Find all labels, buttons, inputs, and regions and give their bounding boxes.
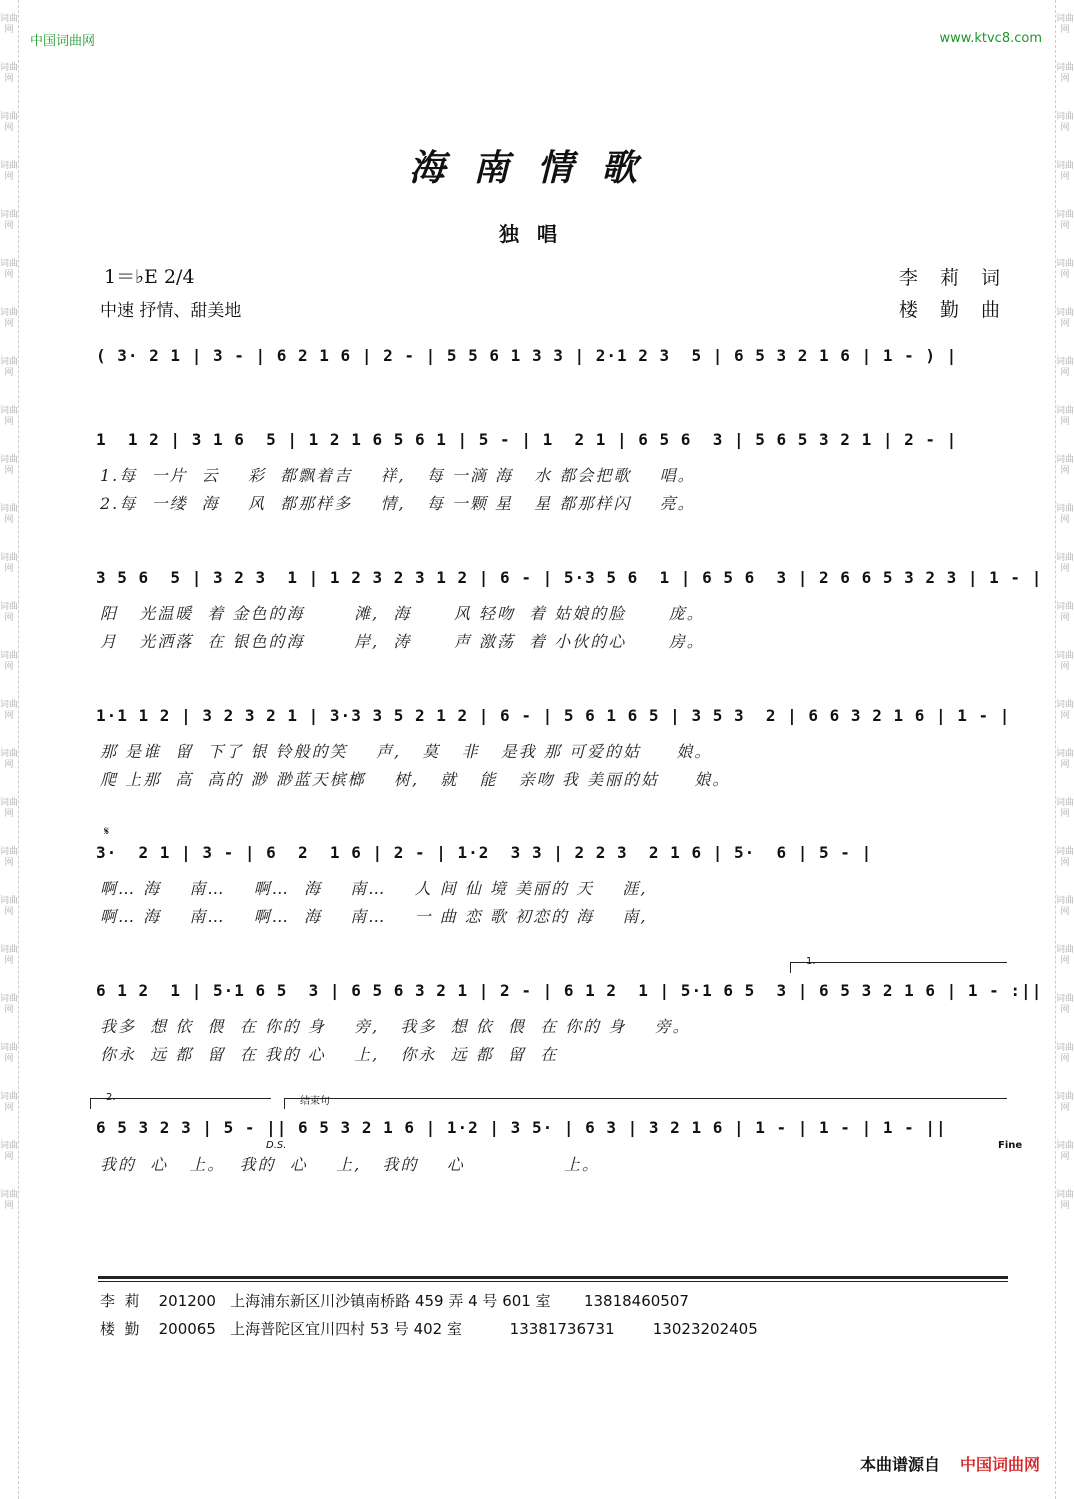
edge-watermark-text: 词曲网: [1056, 14, 1074, 35]
contact-composer: 楼 勤 200065 上海普陀区宜川四村 53 号 402 室 13381736731 13023202405: [100, 1320, 758, 1338]
edge-watermark-text: 词曲网: [1056, 1141, 1074, 1162]
edge-watermark-text: 词曲网: [0, 847, 19, 868]
coda-bracket: [284, 1098, 1007, 1109]
lyric-row-4a: 啊… 海 南… 啊… 海 南… 人 间 仙 境 美丽的 天 涯,: [100, 879, 648, 898]
fine-mark: Fine: [998, 1140, 1023, 1151]
edge-watermark-text: 词曲网: [1056, 896, 1074, 917]
edge-watermark-text: 词曲网: [1056, 945, 1074, 966]
lyric-row-1a: 1.每 一片 云 彩 都飘着吉 祥, 每 一滴 海 水 都会把歌 唱。: [100, 466, 696, 485]
composer-credit: 楼 勤 曲: [898, 299, 1008, 321]
ending-1-bracket: [790, 962, 1007, 973]
source-label: 本曲谱源自: [859, 1455, 940, 1474]
tempo-marking: 中速 抒情、甜美地: [100, 301, 242, 321]
edge-watermark-text: 词曲网: [1056, 602, 1074, 623]
music-row-1: 1 1 2 | 3 1 6 5 | 1 2 1 6 5 6 1 | 5 - | 1 2 1 | 6 5 6 3 | 5 6 5 3 2 1 | 2 - |: [96, 430, 958, 449]
edge-watermark-text: 词曲网: [0, 455, 19, 476]
music-row-6: 6 5 3 2 3 | 5 - || 6 5 3 2 1 6 | 1·2 | 3 5· | 6 3 | 3 2 1 6 | 1 - | 1 - | 1 - ||: [96, 1118, 947, 1137]
edge-watermark-text: 词曲网: [1056, 504, 1074, 525]
music-row-4: 3· 2 1 | 3 - | 6 2 1 6 | 2 - | 1·2 3 3 | 2 2 3 2 1 6 | 5· 6 | 5 - |: [96, 843, 873, 862]
song-title: 海南情歌: [408, 147, 665, 189]
ending-2-label: 2.: [106, 1092, 116, 1103]
edge-watermark-text: 词曲网: [0, 749, 19, 770]
edge-watermark-text: 词曲网: [0, 504, 19, 525]
lyricist-credit: 李 莉 词: [898, 267, 1008, 289]
source-brand[interactable]: 中国词曲网: [959, 1455, 1040, 1474]
edge-watermark-text: 词曲网: [1056, 406, 1074, 427]
edge-watermark-text: 词曲网: [1056, 259, 1074, 280]
edge-watermark-text: 词曲网: [0, 553, 19, 574]
edge-watermark-text: 词曲网: [0, 1043, 19, 1064]
credits: [899, 262, 1008, 326]
edge-watermark-text: 词曲网: [0, 112, 19, 133]
edge-watermark-text: 词曲网: [0, 1190, 19, 1211]
lyric-row-6: 我的 心 上。 我的 心 上, 我的 心 上。: [100, 1155, 601, 1174]
edge-watermark-text: 词曲网: [0, 406, 19, 427]
source-credit[interactable]: [860, 1452, 1040, 1475]
edge-watermark-text: 词曲网: [1056, 357, 1074, 378]
ending-1-label: 1.: [806, 956, 816, 967]
edge-watermark-text: 词曲网: [0, 308, 19, 329]
site-url-right[interactable]: www.ktvc8.com: [939, 31, 1042, 46]
ds-mark: D.S.: [266, 1140, 287, 1151]
edge-watermark-text: 词曲网: [1056, 161, 1074, 182]
edge-watermark-text: 词曲网: [1056, 1092, 1074, 1113]
edge-watermark-text: 词曲网: [1056, 847, 1074, 868]
footer-divider-thin: [98, 1281, 1008, 1282]
lyric-row-2a: 阳 光温暖 着 金色的海 滩, 海 风 轻吻 着 姑娘的脸 庞。: [100, 604, 705, 623]
edge-watermark-text: 词曲网: [0, 945, 19, 966]
edge-watermark-text: 词曲网: [1056, 553, 1074, 574]
edge-watermark-text: 词曲网: [0, 602, 19, 623]
edge-watermark-text: 词曲网: [1056, 1190, 1074, 1211]
lyric-row-1b: 2.每 一缕 海 风 都那样多 情, 每 一颗 星 星 都那样闪 亮。: [100, 494, 696, 513]
edge-watermark-text: 词曲网: [1056, 749, 1074, 770]
segno-mark: 𝄋: [104, 824, 110, 838]
lyric-row-3b: 爬 上那 高 高的 渺 渺蓝天槟榔 树, 就 能 亲吻 我 美丽的姑 娘。: [100, 770, 731, 789]
lyric-row-3a: 那 是谁 留 下了 银 铃般的笑 声, 莫 非 是我 那 可爱的姑 娘。: [100, 742, 713, 761]
edge-watermark-text: 词曲网: [1056, 994, 1074, 1015]
key-signature: 1＝♭E 2/4: [104, 266, 195, 288]
edge-watermark-text: 词曲网: [1056, 112, 1074, 133]
lyric-row-2b: 月 光洒落 在 银色的海 岸, 涛 声 激荡 着 小伙的心 房。: [100, 632, 705, 651]
song-subtitle: 独唱: [499, 222, 575, 246]
edge-watermark-text: 词曲网: [0, 210, 19, 231]
edge-watermark-text: 词曲网: [1056, 63, 1074, 84]
edge-watermark-text: 词曲网: [0, 63, 19, 84]
edge-watermark-text: 词曲网: [1056, 210, 1074, 231]
contact-lyricist: 李 莉 201200 上海浦东新区川沙镇南桥路 459 弄 4 号 601 室 13818460507: [100, 1292, 689, 1310]
edge-watermark-text: 词曲网: [0, 1141, 19, 1162]
edge-watermark-text: 词曲网: [0, 798, 19, 819]
edge-watermark-text: 词曲网: [1056, 651, 1074, 672]
music-row-2: 3 5 6 5 | 3 2 3 1 | 1 2 3 2 3 1 2 | 6 - | 5·3 5 6 1 | 6 5 6 3 | 2 6 6 5 3 2 3 | 1 - |: [96, 568, 1043, 587]
music-row-5: 6 1 2 1 | 5·1 6 5 3 | 6 5 6 3 2 1 | 2 - | 6 1 2 1 | 5·1 6 5 3 | 6 5 3 2 1 6 | 1 - :||: [96, 981, 1043, 1000]
edge-watermark-text: 词曲网: [1056, 798, 1074, 819]
edge-watermark-text: 词曲网: [1056, 455, 1074, 476]
ending-2-bracket: [90, 1098, 271, 1109]
lyric-row-5b: 你永 远 都 留 在 我的 心 上, 你永 远 都 留 在: [100, 1045, 559, 1064]
coda-label: 结束句: [300, 1096, 330, 1107]
music-row-intro: ( 3· 2 1 | 3 - | 6 2 1 6 | 2 - | 5 5 6 1 3 3 | 2·1 2 3 5 | 6 5 3 2 1 6 | 1 - ) |: [96, 346, 958, 365]
edge-watermark-text: 词曲网: [0, 994, 19, 1015]
edge-watermark-text: 词曲网: [0, 1092, 19, 1113]
music-row-3: 1·1 1 2 | 3 2 3 2 1 | 3·3 3 5 2 1 2 | 6 - | 5 6 1 6 5 | 3 5 3 2 | 6 6 3 2 1 6 | 1 - |: [96, 706, 1011, 725]
lyric-row-4b: 啊… 海 南… 啊… 海 南… 一 曲 恋 歌 初恋的 海 南,: [100, 907, 648, 926]
edge-watermark-text: 词曲网: [0, 896, 19, 917]
edge-watermark-text: 词曲网: [0, 14, 19, 35]
edge-watermark-text: 词曲网: [0, 161, 19, 182]
edge-watermark-text: 词曲网: [1056, 1043, 1074, 1064]
footer-divider-thick: [98, 1276, 1008, 1279]
edge-watermark-text: 词曲网: [1056, 700, 1074, 721]
lyric-row-5a: 我多 想 依 偎 在 你的 身 旁, 我多 想 依 偎 在 你的 身 旁。: [100, 1017, 691, 1036]
edge-watermark-text: 词曲网: [0, 700, 19, 721]
edge-watermark-text: 词曲网: [0, 651, 19, 672]
edge-watermark-text: 词曲网: [0, 357, 19, 378]
edge-watermark-text: 词曲网: [1056, 308, 1074, 329]
edge-watermark-text: 词曲网: [0, 259, 19, 280]
site-name-left[interactable]: 中国词曲网: [30, 34, 96, 49]
